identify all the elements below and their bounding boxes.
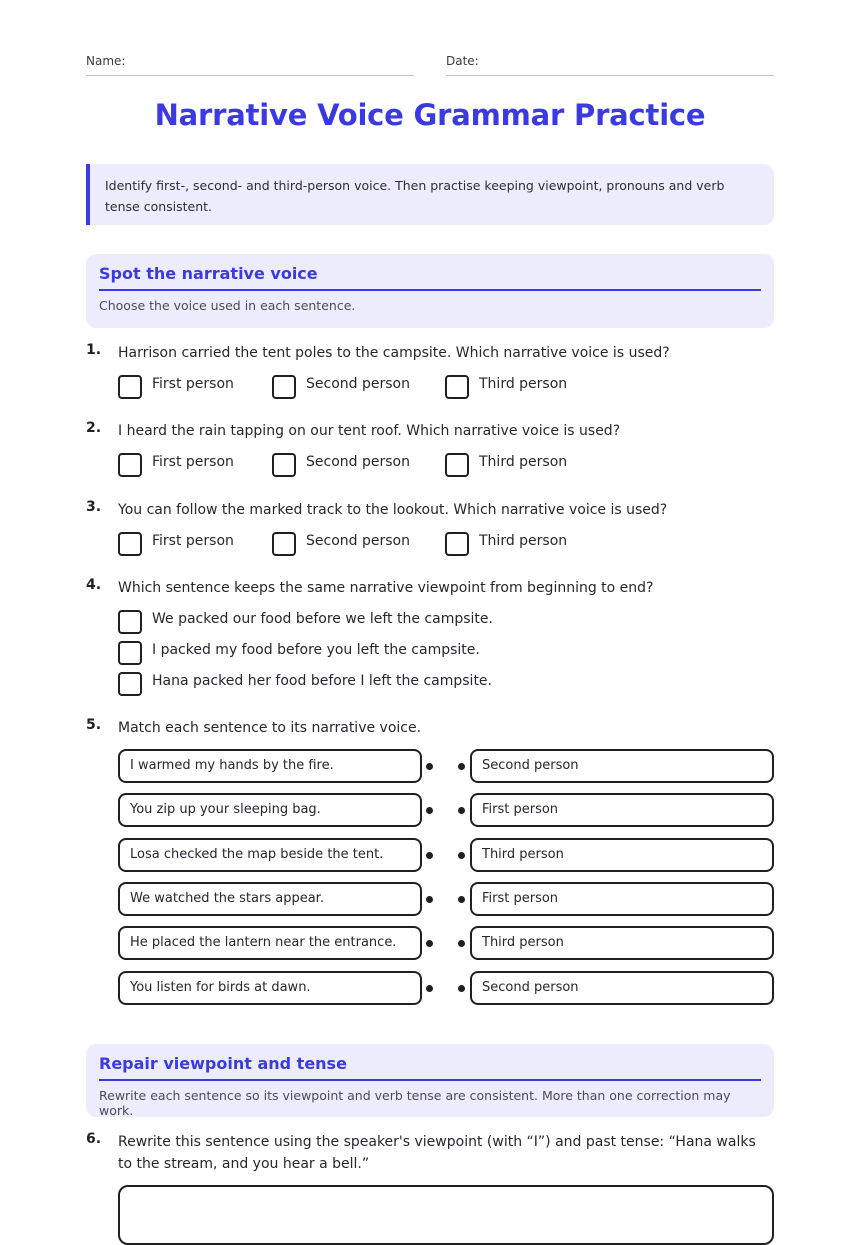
checkbox[interactable] [272,453,296,477]
checkbox[interactable] [118,375,142,399]
checkbox[interactable] [118,610,142,634]
match-dot-left-5[interactable] [426,940,433,947]
section-repair-viewpoint [86,1044,774,1117]
match-sentence-5[interactable]: He placed the lantern near the entrance. [118,926,422,960]
name-label: Name: [86,54,126,68]
intro-callout: Identify first-, second- and third-person voice. Then practise keeping viewpoint, pronouns and verb tense consistent. [86,164,774,225]
option-label: Second person [306,533,410,549]
match-voice-4[interactable]: First person [470,882,774,916]
checkbox[interactable] [272,532,296,556]
option-label: First person [152,376,234,392]
question-number: 6. [86,1131,102,1147]
match-dot-right-3[interactable] [458,852,465,859]
option-label: Hana packed her food before I left the campsite. [152,673,492,689]
section-subtitle: Choose the voice used in each sentence. [99,298,356,313]
checkbox[interactable] [118,532,142,556]
section-title: Repair viewpoint and tense [99,1054,761,1081]
option-label: We packed our food before we left the campsite. [152,611,493,627]
header-fields [86,54,774,76]
option-label: Second person [306,376,410,392]
section-spot-voice [86,254,774,328]
match-dot-right-5[interactable] [458,940,465,947]
date-label: Date: [446,54,479,68]
checkbox[interactable] [445,453,469,477]
name-field[interactable] [86,54,414,76]
option-label: First person [152,533,234,549]
match-dot-left-1[interactable] [426,763,433,770]
section-title: Spot the narrative voice [99,264,761,291]
option-label: Third person [479,533,568,549]
checkbox[interactable] [272,375,296,399]
match-dot-right-1[interactable] [458,763,465,770]
match-dot-right-2[interactable] [458,807,465,814]
match-dot-left-3[interactable] [426,852,433,859]
match-voice-5[interactable]: Third person [470,926,774,960]
checkbox[interactable] [445,532,469,556]
checkbox[interactable] [118,672,142,696]
question-text: Which sentence keeps the same narrative viewpoint from beginning to end? [118,580,654,596]
date-field[interactable] [446,54,774,76]
page-title: Narrative Voice Grammar Practice [154,98,706,132]
question-number: 1. [86,342,102,358]
question-number: 5. [86,717,102,733]
match-sentence-3[interactable]: Losa checked the map beside the tent. [118,838,422,872]
match-voice-2[interactable]: First person [470,793,774,827]
match-voice-1[interactable]: Second person [470,749,774,783]
match-voice-6[interactable]: Second person [470,971,774,1005]
question-text: Rewrite this sentence using the speaker's viewpoint (with “I”) and past tense: “Hana walks to the stream, and you hear a bell.” [118,1134,756,1172]
match-dot-right-4[interactable] [458,896,465,903]
match-dot-left-4[interactable] [426,896,433,903]
match-voice-3[interactable]: Third person [470,838,774,872]
question-number: 4. [86,577,102,593]
option-label: I packed my food before you left the campsite. [152,642,480,658]
checkbox[interactable] [118,453,142,477]
match-sentence-6[interactable]: You listen for birds at dawn. [118,971,422,1005]
checkbox[interactable] [445,375,469,399]
match-dot-right-6[interactable] [458,985,465,992]
question-text: You can follow the marked track to the lookout. Which narrative voice is used? [118,502,668,518]
match-sentence-2[interactable]: You zip up your sleeping bag. [118,793,422,827]
match-sentence-4[interactable]: We watched the stars appear. [118,882,422,916]
checkbox[interactable] [118,641,142,665]
question-number: 2. [86,420,102,436]
question-text: I heard the rain tapping on our tent roof. Which narrative voice is used? [118,423,621,439]
question-text: Match each sentence to its narrative voice. [118,720,422,736]
option-label: Third person [479,376,568,392]
option-label: First person [152,454,234,470]
option-label: Third person [479,454,568,470]
question-text: Harrison carried the tent poles to the campsite. Which narrative voice is used? [118,345,670,361]
match-dot-left-2[interactable] [426,807,433,814]
match-dot-left-6[interactable] [426,985,433,992]
section-subtitle: Rewrite each sentence so its viewpoint and verb tense are consistent. More than one correction may work. [99,1088,731,1118]
match-sentence-1[interactable]: I warmed my hands by the fire. [118,749,422,783]
question-number: 3. [86,499,102,515]
answer-box[interactable] [118,1185,774,1245]
option-label: Second person [306,454,410,470]
